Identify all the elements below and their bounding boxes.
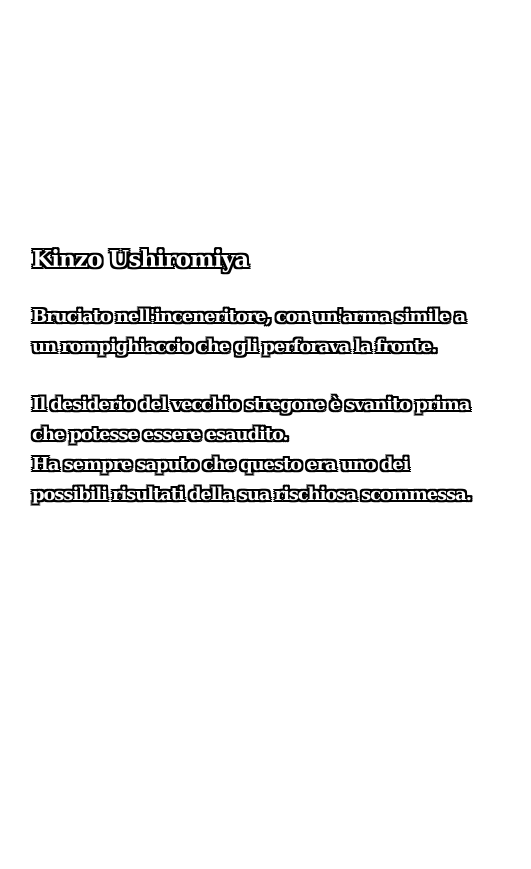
description-line: che potesse essere esaudito. bbox=[32, 424, 288, 445]
description-line: un rompighiaccio che gli perforava la fronte. bbox=[32, 336, 437, 357]
description-line: Bruciato nell'inceneritore, con un'arma simile a bbox=[32, 306, 465, 327]
description-line: possibili risultati della sua rischiosa scommessa. bbox=[32, 484, 471, 505]
description-paragraph-2 bbox=[32, 390, 526, 510]
description-paragraph-1 bbox=[32, 302, 526, 362]
character-profile bbox=[32, 244, 526, 538]
character-name: Kinzo Ushiromiya bbox=[32, 246, 249, 273]
description-line: Ha sempre saputo che questo era uno dei bbox=[32, 454, 409, 475]
description-line: Il desiderio del vecchio stregone è svanito prima bbox=[32, 394, 470, 415]
